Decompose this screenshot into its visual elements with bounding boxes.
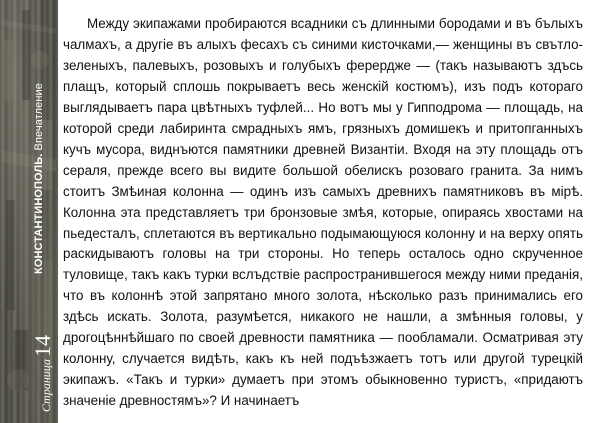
running-title-sub: Впечатление	[33, 83, 45, 154]
page-number: 14	[30, 335, 55, 358]
body-paragraph: Между экипажами пробираются всадники съ длинными бородами и въ бълыхъ чалмахъ, а другіе въ алыхъ фесахъ съ синими кисточками,— женщины въ свътло-зеленыхъ, палевыхъ, розовыхъ и голубыхъ ферердже — (такъ называютъ здъсь плащъ, который сплошь покрываетъ весь женскій костюмъ), изъ подъ котораго выглядываетъ пара цвѣтныхъ туфлей... Но вотъ мы у Гипподрома — площадь, на которой среди лабиринта смрадныхъ ямъ, грязныхъ домишекъ и притопганныхъ кучъ мусора, виднъются памятники древней Византіи. Входя на эту площадь отъ сераля, прежде всего вы видите большой обелискъ розоваго гранита. За нимъ стоитъ Змѣиная колонна — одинъ изъ самыхъ древнихъ памятниковъ въ мірѣ. Колонна эта представляетъ три бронзовые змѣя, которые, опираясь хвостами на пьедесталъ, сплетаются въ вертикально подымающуюся колонну и на верху опять раскидываютъ головы на три стороны. Но теперь осталось одно скрученное туловище, такъ какъ турки вслъдствіе распространившегося между ними преданія, что въ колоннѣ этой запрятано много золота, нѣсколько разъ принимались его здѣсь искать. Золота, разумѣется, никакого не нашли, а змѣнныя головы, у дрогоцѣннѣйшаго по своей древности памятника — пообламали. Осматривая эту колонну, случается видѣть, какъ къ ней подъѣзжаетъ тотъ или другой турецкій экипажъ. «Такъ и турки» думаетъ при этомъ обыкновенно туристъ, «придаютъ значеніе древностямъ»? И начинаетъ	[63, 16, 583, 409]
page-number-label	[30, 335, 56, 412]
page-word: Страница	[39, 359, 53, 412]
running-title	[33, 83, 45, 274]
running-title-main: КОНСТАНТИНОПОЛЬ.	[33, 153, 45, 274]
decorative-side-strip	[0, 0, 58, 423]
